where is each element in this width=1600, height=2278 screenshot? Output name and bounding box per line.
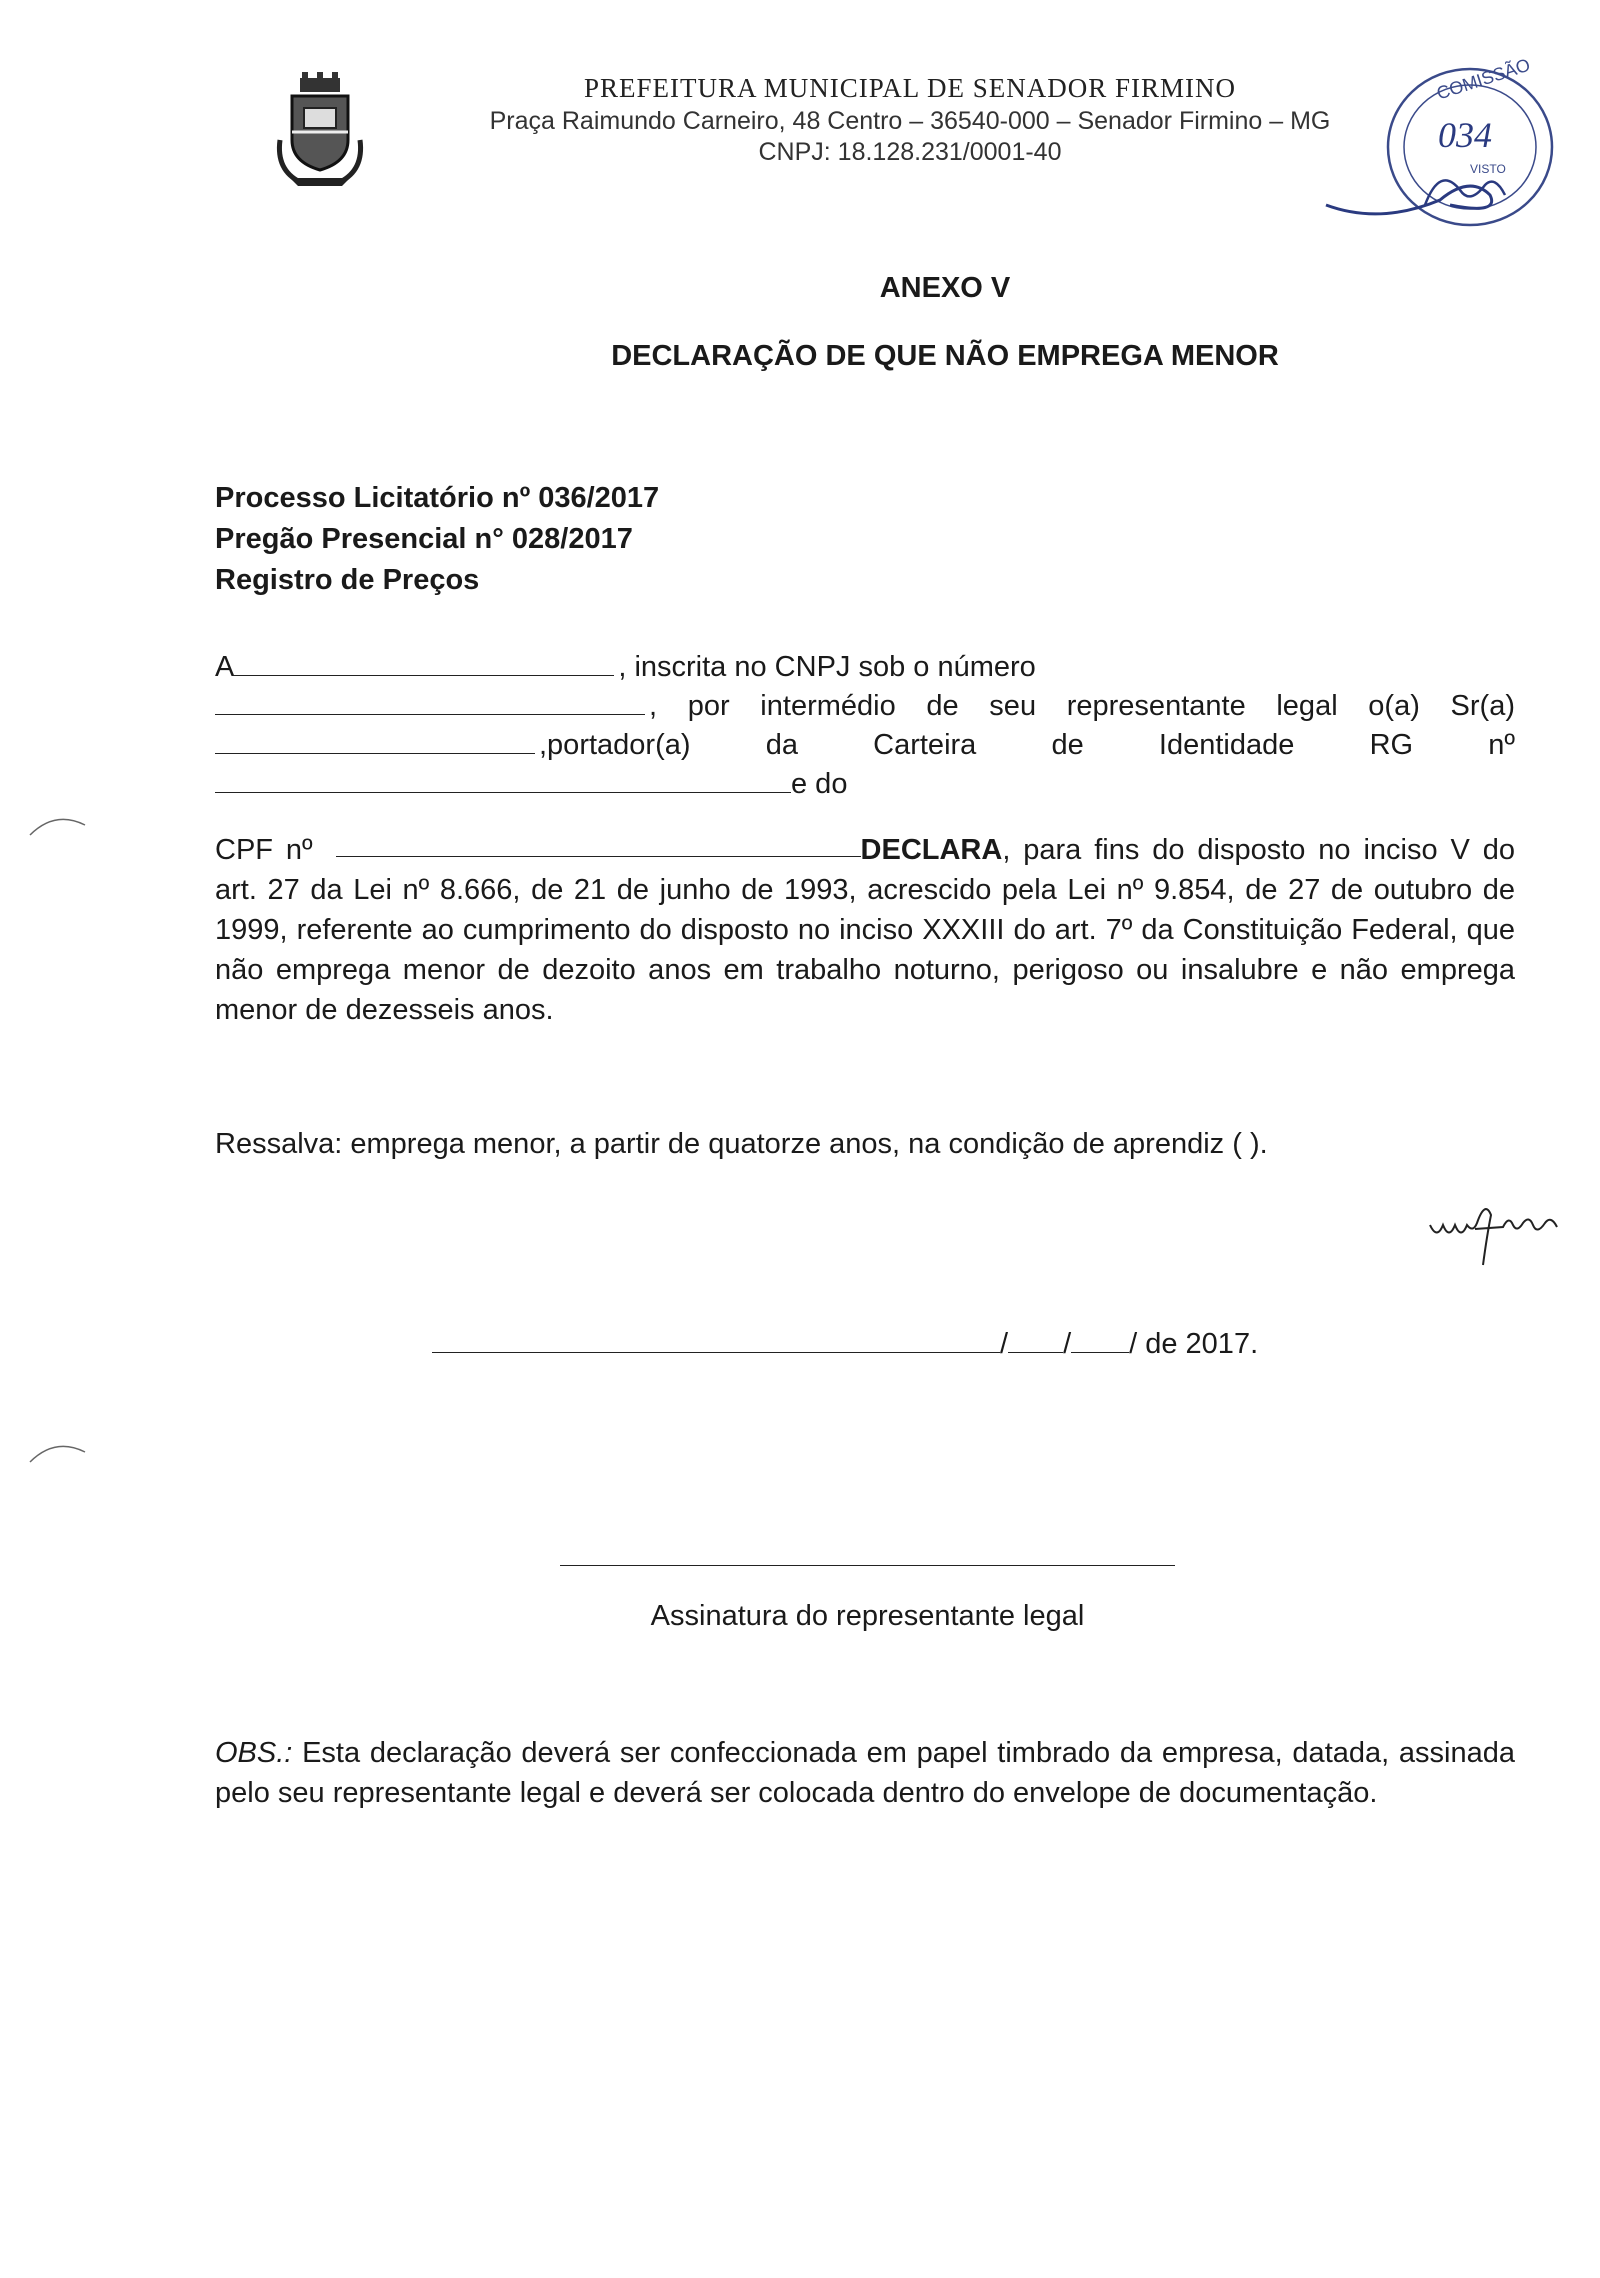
- text-rg: ,portador(a) da Carteira de Identidade RG nº: [539, 729, 1515, 761]
- scan-mark-top: [25, 805, 95, 855]
- municipality-name: PREFEITURA MUNICIPAL DE SENADOR FIRMINO: [583, 73, 1237, 103]
- obs-label: OBS.:: [215, 1737, 293, 1769]
- line-company-name: [215, 648, 1515, 687]
- obs-text: Esta declaração deverá ser confeccionada em papel timbrado da empresa, datada, assinada pelo seu representante legal e deverá ser colocada dentro do envelope de documentação.: [215, 1737, 1515, 1809]
- company-identification-paragraph: [215, 648, 1515, 804]
- pregao-number: Pregão Presencial n° 028/2017: [215, 523, 633, 555]
- line-representative: [215, 726, 1515, 765]
- text-e-do: e do: [791, 768, 848, 800]
- stamp-text: COMISSÃO: [1434, 55, 1533, 104]
- month-blank[interactable]: [1071, 1351, 1129, 1353]
- signature-label: Assinatura do representante legal: [650, 1600, 1085, 1632]
- cpf-number-blank[interactable]: [336, 855, 861, 857]
- place-blank[interactable]: [432, 1351, 1000, 1353]
- declaration-paragraph: [215, 830, 1515, 1030]
- commission-stamp: [1320, 55, 1560, 255]
- scan-mark-bottom: [25, 1432, 95, 1482]
- cpf-label: CPF nº: [215, 834, 313, 866]
- text-cnpj: , inscrita no CNPJ sob o número: [618, 651, 1036, 683]
- observation-note: [215, 1733, 1515, 1813]
- year-text: / de 2017.: [1129, 1328, 1259, 1360]
- letterhead: [430, 72, 1390, 168]
- company-name-blank[interactable]: [234, 674, 614, 676]
- representative-name-blank[interactable]: [215, 752, 535, 754]
- declara-word: DECLARA: [860, 834, 1003, 866]
- rg-number-blank[interactable]: [215, 791, 791, 793]
- stamp-number: 034: [1438, 115, 1492, 155]
- process-info: [215, 478, 659, 601]
- day-blank[interactable]: [1008, 1351, 1063, 1353]
- cnpj-number-blank[interactable]: [215, 713, 645, 715]
- line-cnpj-number: [215, 687, 1515, 726]
- text-representative: , por intermédio de seu representante legal o(a) Sr(a): [649, 690, 1515, 722]
- stamp-label: VISTO: [1470, 162, 1506, 176]
- signature-line[interactable]: [560, 1565, 1175, 1566]
- handwritten-rubric: [1425, 1195, 1565, 1275]
- municipality-cnpj: CNPJ: 18.128.231/0001-40: [758, 138, 1062, 166]
- text-a: A: [215, 651, 235, 683]
- municipality-address: Praça Raimundo Carneiro, 48 Centro – 36540-000 – Senador Firmino – MG: [489, 106, 1331, 135]
- registro-precos: Registro de Preços: [215, 564, 480, 596]
- declaration-text: , para fins do disposto no inciso V do art. 27 da Lei nº 8.666, de 21 de junho de 1993, acrescido pela Lei nº 9.854, de 27 de outubro de 1999, referente ao cumprimento do disposto no inciso XXXIII do art. 7º da Constituição Federal, que não emprega menor de dezoito anos em trabalho noturno, perigoso ou insalubre e não emprega menor de dezesseis anos.: [215, 834, 1515, 1026]
- declaration-title: DECLARAÇÃO DE QUE NÃO EMPREGA MENOR: [611, 340, 1279, 372]
- annex-title: ANEXO V: [879, 272, 1011, 304]
- date-line: / / / de 2017.: [432, 1328, 1258, 1361]
- process-number: Processo Licitatório nº 036/2017: [215, 482, 660, 514]
- municipal-crest-logo: [270, 70, 370, 190]
- line-rg-number: [215, 765, 1515, 804]
- ressalva-text: Ressalva: emprega menor, a partir de quatorze anos, na condição de aprendiz ( ).: [215, 1128, 1268, 1160]
